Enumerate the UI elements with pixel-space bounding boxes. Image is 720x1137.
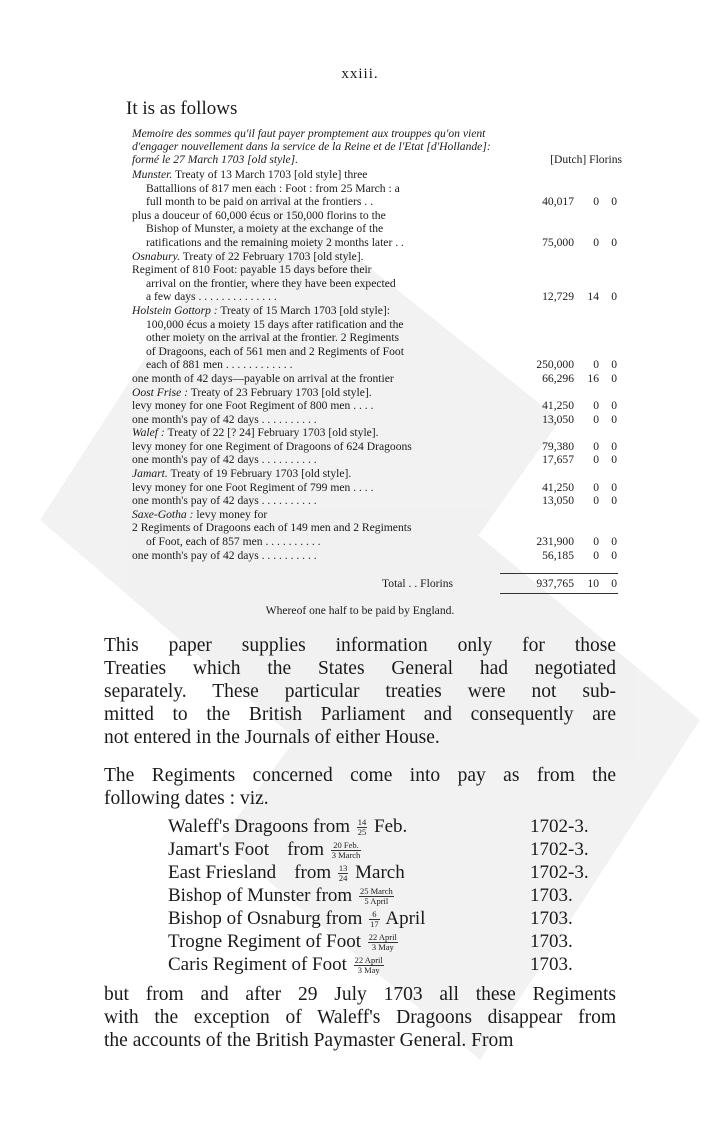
memo-row-text xyxy=(146,345,404,359)
memo-row-c2: 0 xyxy=(593,195,599,209)
intro-text: It is as follows xyxy=(126,98,238,119)
total-c2: 10 xyxy=(587,577,599,590)
paragraph-regiments xyxy=(104,764,616,810)
memo-row-body: Treaty of 19 February 1703 [old style]. xyxy=(170,467,352,481)
paragraph-treaties xyxy=(104,634,616,749)
regiments-paragraph-line: following dates : viz. xyxy=(104,788,269,809)
memo-row-body: full month to be paid on arrival at the frontiers . . xyxy=(146,195,373,209)
memo-heading xyxy=(132,127,622,166)
memo-row-text xyxy=(132,508,267,522)
memo-row-body: one month's pay of 42 days . . . . . . . . . . xyxy=(132,453,317,467)
page-number: xxiii. xyxy=(341,66,379,82)
regiment-year: 1702-3. xyxy=(530,862,589,883)
memo-row-body: one month's pay of 42 days . . . . . . . . . . xyxy=(132,412,317,426)
memo-row-heading: Jamart. xyxy=(132,467,168,481)
memo-row-c3: 0 xyxy=(611,494,617,508)
regiment-name-text: East Friesland xyxy=(168,862,277,883)
memo-row xyxy=(132,304,622,318)
memo-row-body: of Foot, each of 857 men . . . . . . . . . . xyxy=(146,535,321,549)
date-old-style: 22 April xyxy=(368,932,397,943)
memo-row-text xyxy=(146,277,396,291)
date-fraction xyxy=(331,841,362,860)
memo-row xyxy=(132,263,622,277)
memo-row-c3: 0 xyxy=(611,235,617,249)
memo-row-body: levy money for one Regiment of Dragoons of 624 Dragoons xyxy=(132,439,412,453)
memo-row-amount: 13,050 xyxy=(542,494,574,508)
memo-row-amount: 13,050 xyxy=(542,412,574,426)
date-new-style: 25 xyxy=(357,827,367,838)
memo-row-text xyxy=(146,535,321,549)
regiment-name-text: Caris Regiment of Foot xyxy=(168,954,347,975)
memo-row-body: levy money for xyxy=(196,507,268,521)
memo-row-text xyxy=(146,236,404,250)
date-new-style: 3 May xyxy=(371,942,394,953)
regiment-name xyxy=(168,815,407,838)
date-new-style: 3 March xyxy=(331,850,361,861)
whereof-note: Whereof one half to be paid by England. xyxy=(265,604,455,617)
date-old-style: 14 xyxy=(357,817,367,828)
memo-row-text xyxy=(132,250,364,264)
memo-row-body: arrival on the frontier, where they have been expected xyxy=(146,276,396,290)
date-fraction xyxy=(359,887,394,906)
memo-row-text xyxy=(132,413,317,427)
memo-row-amount: 231,900 xyxy=(536,535,574,549)
memo-row-c3: 0 xyxy=(611,535,617,549)
memo-heading-line-2: d'engager nouvellement dans la service de la Reine et de l'Etat [d'Hollande]: xyxy=(132,140,491,153)
memo-heading-line-3: formé le 27 March 1703 [old style]. xyxy=(132,153,299,166)
memo-row xyxy=(132,453,622,467)
memo-row-body: Bishop of Munster, a moiety at the exchange of the xyxy=(146,222,384,236)
memo-row-body: 2 Regiments of Dragoons each of 149 men and 2 Regiments xyxy=(132,521,412,535)
memo-row xyxy=(132,481,622,495)
memo-row-c2: 0 xyxy=(593,535,599,549)
memo-row-text xyxy=(132,453,317,467)
total-row xyxy=(132,576,622,592)
memo-row-c2: 0 xyxy=(593,494,599,508)
memo-row-text xyxy=(132,263,372,277)
memo-row-c2: 0 xyxy=(593,548,599,562)
paymaster-paragraph-line: the accounts of the British Paymaster General. From xyxy=(104,1030,514,1051)
memo-row-c3: 0 xyxy=(611,358,617,372)
memo-row-c3: 0 xyxy=(611,371,617,385)
memo-row-c3: 0 xyxy=(611,195,617,209)
memo-row-heading: Holstein Gottorp : xyxy=(132,303,218,317)
total-rule-top xyxy=(500,573,618,574)
memo-row-c2: 0 xyxy=(593,453,599,467)
regiment-name xyxy=(168,953,386,976)
total-amount: 937,765 xyxy=(536,577,574,590)
memo-row-text xyxy=(132,494,317,508)
memo-row-text xyxy=(132,386,372,400)
memo-row-body: one month's pay of 42 days . . . . . . . . . . xyxy=(132,494,317,508)
memo-row-body: Battallions of 817 men each : Foot : from 25 March : a xyxy=(146,181,400,195)
regiment-year: 1702-3. xyxy=(530,816,589,837)
memo-row-body: plus a douceur of 60,000 écus or 150,000 florins to the xyxy=(132,208,386,222)
total-label: Total . . Florins xyxy=(382,577,454,590)
date-new-style: 3 May xyxy=(357,965,380,976)
date-new-style: 5 April xyxy=(364,896,389,907)
memo-row-text xyxy=(132,481,374,495)
memo-row-text xyxy=(146,195,373,209)
memo-row-heading: Munster. xyxy=(132,168,173,181)
memo-row-text xyxy=(132,467,351,481)
date-fraction xyxy=(369,910,380,929)
regiment-name xyxy=(168,930,400,953)
memo-row xyxy=(132,372,622,386)
memo-row xyxy=(132,168,622,182)
date-old-style: 6 xyxy=(369,910,380,920)
regiment-name xyxy=(168,861,405,884)
memo-row xyxy=(132,331,622,345)
memo-row-amount: 66,296 xyxy=(542,371,574,385)
memo-heading-line-1: Memoire des sommes qu'il faut payer promptement aux trouppes qu'on vient xyxy=(132,127,486,140)
regiment-name-text: Bishop of Osnaburg from xyxy=(168,908,363,929)
date-old-style: 20 Feb. xyxy=(331,841,362,851)
memo-row-c3: 0 xyxy=(611,453,617,467)
memo-row xyxy=(132,209,622,223)
regiment-year: 1703. xyxy=(530,954,573,975)
memo-row-heading: Walef : xyxy=(132,426,165,440)
memo-row-body: ratifications and the remaining moiety 2 months later . . xyxy=(146,235,404,249)
regiment-name xyxy=(168,838,363,861)
date-fraction xyxy=(354,956,384,975)
date-old-style: 25 March xyxy=(359,886,393,897)
memo-row-heading: Saxe-Gotha : xyxy=(132,507,194,521)
memo-row xyxy=(132,182,622,196)
treaties-paragraph-line: mitted to the British Parliament and consequently are xyxy=(104,704,616,725)
memo-row-body: other moiety on the arrival at the frontier. 2 Regiments xyxy=(146,331,400,345)
regiment-name-text: Trogne Regiment of Foot xyxy=(168,931,361,952)
memo-row-c2: 16 xyxy=(587,371,599,385)
memo-row xyxy=(132,426,622,440)
date-new-style: 24 xyxy=(338,873,348,884)
memo-row-body: levy money for one Foot Regiment of 800 men . . . . xyxy=(132,399,374,413)
memo-row xyxy=(132,535,622,549)
memo-row-body: one month of 42 days—payable on arrival at the frontier xyxy=(132,371,394,385)
memo-row-text xyxy=(132,399,374,413)
memo-row-text xyxy=(132,168,367,182)
memo-row xyxy=(132,358,622,372)
memo-row-text xyxy=(146,182,400,196)
regiment-from: from xyxy=(294,862,332,883)
memo-row xyxy=(132,508,622,522)
memo-row-amount: 250,000 xyxy=(536,358,574,372)
memo-row-text xyxy=(146,358,293,372)
regiment-name-text: Jamart's Foot xyxy=(168,839,270,860)
memo-row xyxy=(132,521,622,535)
memo-row xyxy=(132,345,622,359)
memo-row-heading: Oost Frise : xyxy=(132,385,189,399)
memo-row-body: 100,000 écus a moiety 15 days after ratification and the xyxy=(146,317,404,331)
regiment-from: from xyxy=(287,839,324,860)
paymaster-paragraph-line: with the exception of Waleff's Dragoons disappear from xyxy=(104,1007,616,1028)
currency-header: [Dutch] Florins xyxy=(550,153,622,166)
treaties-paragraph-line: separately. These particular treaties were not sub- xyxy=(104,681,616,702)
regiment-year: 1703. xyxy=(530,931,573,952)
regiment-year: 1702-3. xyxy=(530,839,589,860)
regiment-name-text: Waleff's Dragoons from xyxy=(168,816,350,837)
memo-row xyxy=(132,386,622,400)
memo-row-text xyxy=(146,290,277,304)
memo-row xyxy=(132,277,622,291)
memo-row-c3: 0 xyxy=(611,412,617,426)
memo-row-body: Treaty of 22 February 1703 [old style]. xyxy=(182,249,364,263)
date-new-style: 17 xyxy=(370,919,379,930)
memo-row-text xyxy=(132,372,394,386)
memo-row-amount: 79,380 xyxy=(542,439,574,453)
memo-row-body: one month's pay of 42 days . . . . . . . . . . xyxy=(132,548,317,562)
date-old-style: 22 April xyxy=(354,955,383,966)
regiments-paragraph-line: The Regiments concerned come into pay as from the xyxy=(104,765,616,786)
memo-row-amount: 41,250 xyxy=(542,399,574,413)
paragraph-paymaster xyxy=(104,983,616,1052)
memo-row-body: each of 881 men . . . . . . . . . . . . xyxy=(146,358,293,372)
memo-row xyxy=(132,413,622,427)
memo-row-text xyxy=(132,440,412,454)
memo-row-c3: 0 xyxy=(611,290,617,304)
memo-row-amount: 56,185 xyxy=(542,548,574,562)
memo-row-body: Treaty of 15 March 1703 [old style]: xyxy=(220,303,390,317)
regiment-name xyxy=(168,884,396,907)
memo-row xyxy=(132,222,622,236)
memo-row-body: levy money for one Foot Regiment of 799 men . . . . xyxy=(132,480,374,494)
memo-row-text xyxy=(146,331,399,345)
regiment-year: 1703. xyxy=(530,908,573,929)
regiment-name xyxy=(168,907,425,930)
treaties-paragraph-line: not entered in the Journals of either House. xyxy=(104,727,440,748)
memo-row xyxy=(132,494,622,508)
memo-row-amount: 41,250 xyxy=(542,480,574,494)
memo-row-c2: 0 xyxy=(593,480,599,494)
total-rule-bottom xyxy=(500,593,618,594)
memo-row-body: Treaty of 23 February 1703 [old style]. xyxy=(190,385,372,399)
date-fraction xyxy=(368,933,398,952)
memo-row-c2: 0 xyxy=(593,412,599,426)
memo-row-text xyxy=(132,304,390,318)
memo-row xyxy=(132,236,622,250)
memo-row-amount: 75,000 xyxy=(542,235,574,249)
memo-row-c2: 0 xyxy=(593,358,599,372)
memo-row xyxy=(132,467,622,481)
total-c3: 0 xyxy=(611,577,617,590)
memo-row-c2: 0 xyxy=(593,439,599,453)
memo-row xyxy=(132,318,622,332)
memo-row-c3: 0 xyxy=(611,548,617,562)
treaties-paragraph-line: This paper supplies information only for those xyxy=(104,635,616,656)
memo-row-c2: 14 xyxy=(587,290,599,304)
memo-row-heading: Osnabury. xyxy=(132,249,180,263)
date-month: March xyxy=(355,862,405,883)
date-fraction xyxy=(338,864,349,883)
memo-row xyxy=(132,549,622,563)
memo-row-c2: 0 xyxy=(593,399,599,413)
memo-row-text xyxy=(132,426,379,440)
memo-row-body: Treaty of 13 March 1703 [old style] three xyxy=(174,168,368,181)
date-month: Feb. xyxy=(374,816,408,837)
memo-row xyxy=(132,195,622,209)
date-old-style: 13 xyxy=(338,863,348,874)
paymaster-paragraph-line: but from and after 29 July 1703 all these Regiments xyxy=(104,984,616,1005)
date-fraction xyxy=(357,818,368,837)
memo-row xyxy=(132,399,622,413)
memo-row-text xyxy=(132,521,411,535)
memo-row-text xyxy=(146,318,404,332)
memo-row-amount: 17,657 xyxy=(542,453,574,467)
treaties-paragraph-line: Treaties which the States General had negotiated xyxy=(104,658,616,679)
memo-row-c3: 0 xyxy=(611,480,617,494)
memo-row-body: Regiment of 810 Foot: payable 15 days before their xyxy=(132,263,372,277)
memo-row-amount: 12,729 xyxy=(542,290,574,304)
memo-row-c3: 0 xyxy=(611,439,617,453)
memo-row-amount: 40,017 xyxy=(542,195,574,209)
date-month: April xyxy=(385,908,426,929)
memo-row-body: a few days . . . . . . . . . . . . . . xyxy=(146,290,277,304)
memo-row-body: Treaty of 22 [? 24] February 1703 [old style]. xyxy=(167,426,379,440)
memo-row-text xyxy=(132,549,317,563)
memo-table xyxy=(132,168,622,562)
regiment-year: 1703. xyxy=(530,885,573,906)
memo-row-c2: 0 xyxy=(593,235,599,249)
memo-row xyxy=(132,440,622,454)
memo-row xyxy=(132,250,622,264)
memo-row-body: of Dragoons, each of 561 men and 2 Regiments of Foot xyxy=(146,344,404,358)
memo-row-text xyxy=(146,222,383,236)
memo-row xyxy=(132,290,622,304)
memo-row-c3: 0 xyxy=(611,399,617,413)
regiment-name-text: Bishop of Munster from xyxy=(168,885,353,906)
memo-row-text xyxy=(132,209,386,223)
